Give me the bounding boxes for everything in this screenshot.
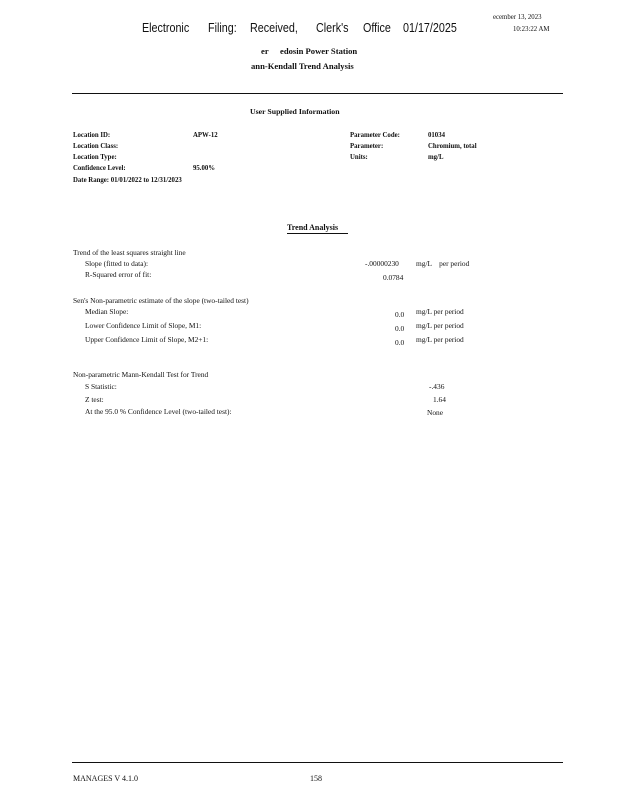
location-id-label: Location ID: — [73, 132, 111, 139]
slope-label: Slope (fitted to data): — [85, 259, 149, 268]
upper-limit-label: Upper Confidence Limit of Slope, M2+1: — [85, 335, 209, 344]
z-test-value: 1.64 — [433, 395, 446, 404]
r-squared-value: 0.0784 — [383, 273, 404, 282]
filing-stamp-date: 01/17/2025 — [403, 21, 457, 35]
trend-analysis-heading: Trend Analysis — [287, 223, 339, 232]
confidence-level-label: Confidence Level: — [73, 165, 126, 172]
upper-limit-unit: mg/L per period — [416, 335, 464, 344]
median-slope-unit: mg/L per period — [416, 307, 464, 316]
report-title-analysis: ann-Kendall Trend Analysis — [251, 61, 354, 71]
confidence-result-value: None — [427, 408, 444, 417]
z-test-label: Z test: — [85, 395, 104, 404]
units-label: Units: — [350, 154, 368, 161]
confidence-result-label: At the 95.0 % Confidence Level (two-tailed test): — [85, 407, 232, 416]
report-time: 10:23:22 AM — [513, 26, 550, 33]
footer-divider — [72, 762, 563, 763]
filing-stamp-office: Office — [363, 21, 391, 35]
filing-stamp-received: Received, — [250, 21, 298, 35]
least-squares-heading: Trend of the least squares straight line — [73, 248, 186, 257]
sen-slope-heading: Sen's Non-parametric estimate of the slope (two-tailed test) — [73, 296, 249, 305]
median-slope-label: Median Slope: — [85, 307, 129, 316]
software-version: MANAGES V 4.1.0 — [73, 774, 139, 783]
slope-value: -.00000230 — [365, 259, 399, 268]
lower-limit-value: 0.0 — [395, 324, 405, 333]
confidence-level-value: 95.00% — [193, 165, 216, 172]
parameter-value: Chromium, total — [428, 143, 477, 150]
date-range: Date Range: 01/01/2022 to 12/31/2023 — [73, 177, 182, 184]
header-divider — [72, 93, 563, 94]
s-statistic-value: -.436 — [429, 382, 445, 391]
report-title-prefix: er — [261, 46, 269, 56]
upper-limit-value: 0.0 — [395, 338, 405, 347]
parameter-label: Parameter: — [350, 143, 384, 150]
report-date: ecember 13, 2023 — [493, 14, 542, 21]
parameter-code-value: 01034 — [428, 132, 445, 139]
trend-heading-underline — [287, 233, 348, 234]
r-squared-label: R-Squared error of fit: — [85, 270, 152, 279]
location-type-label: Location Type: — [73, 154, 117, 161]
s-statistic-label: S Statistic: — [85, 382, 117, 391]
filing-stamp-electronic: Electronic — [142, 21, 190, 35]
location-id-value: APW-12 — [193, 132, 218, 139]
mann-kendall-heading: Non-parametric Mann-Kendall Test for Trend — [73, 370, 209, 379]
median-slope-value: 0.0 — [395, 310, 405, 319]
report-title-site: edosin Power Station — [280, 46, 358, 56]
page-number: 158 — [310, 774, 322, 783]
lower-limit-unit: mg/L per period — [416, 321, 464, 330]
units-value: mg/L — [428, 154, 444, 161]
slope-unit: mg/L per period — [416, 259, 470, 268]
user-info-heading: User Supplied Information — [250, 107, 340, 116]
filing-stamp-filing: Filing: — [208, 21, 237, 35]
parameter-code-label: Parameter Code: — [350, 132, 400, 139]
location-class-label: Location Class: — [73, 143, 119, 150]
filing-stamp-clerks: Clerk's — [316, 21, 349, 35]
lower-limit-label: Lower Confidence Limit of Slope, M1: — [85, 321, 202, 330]
